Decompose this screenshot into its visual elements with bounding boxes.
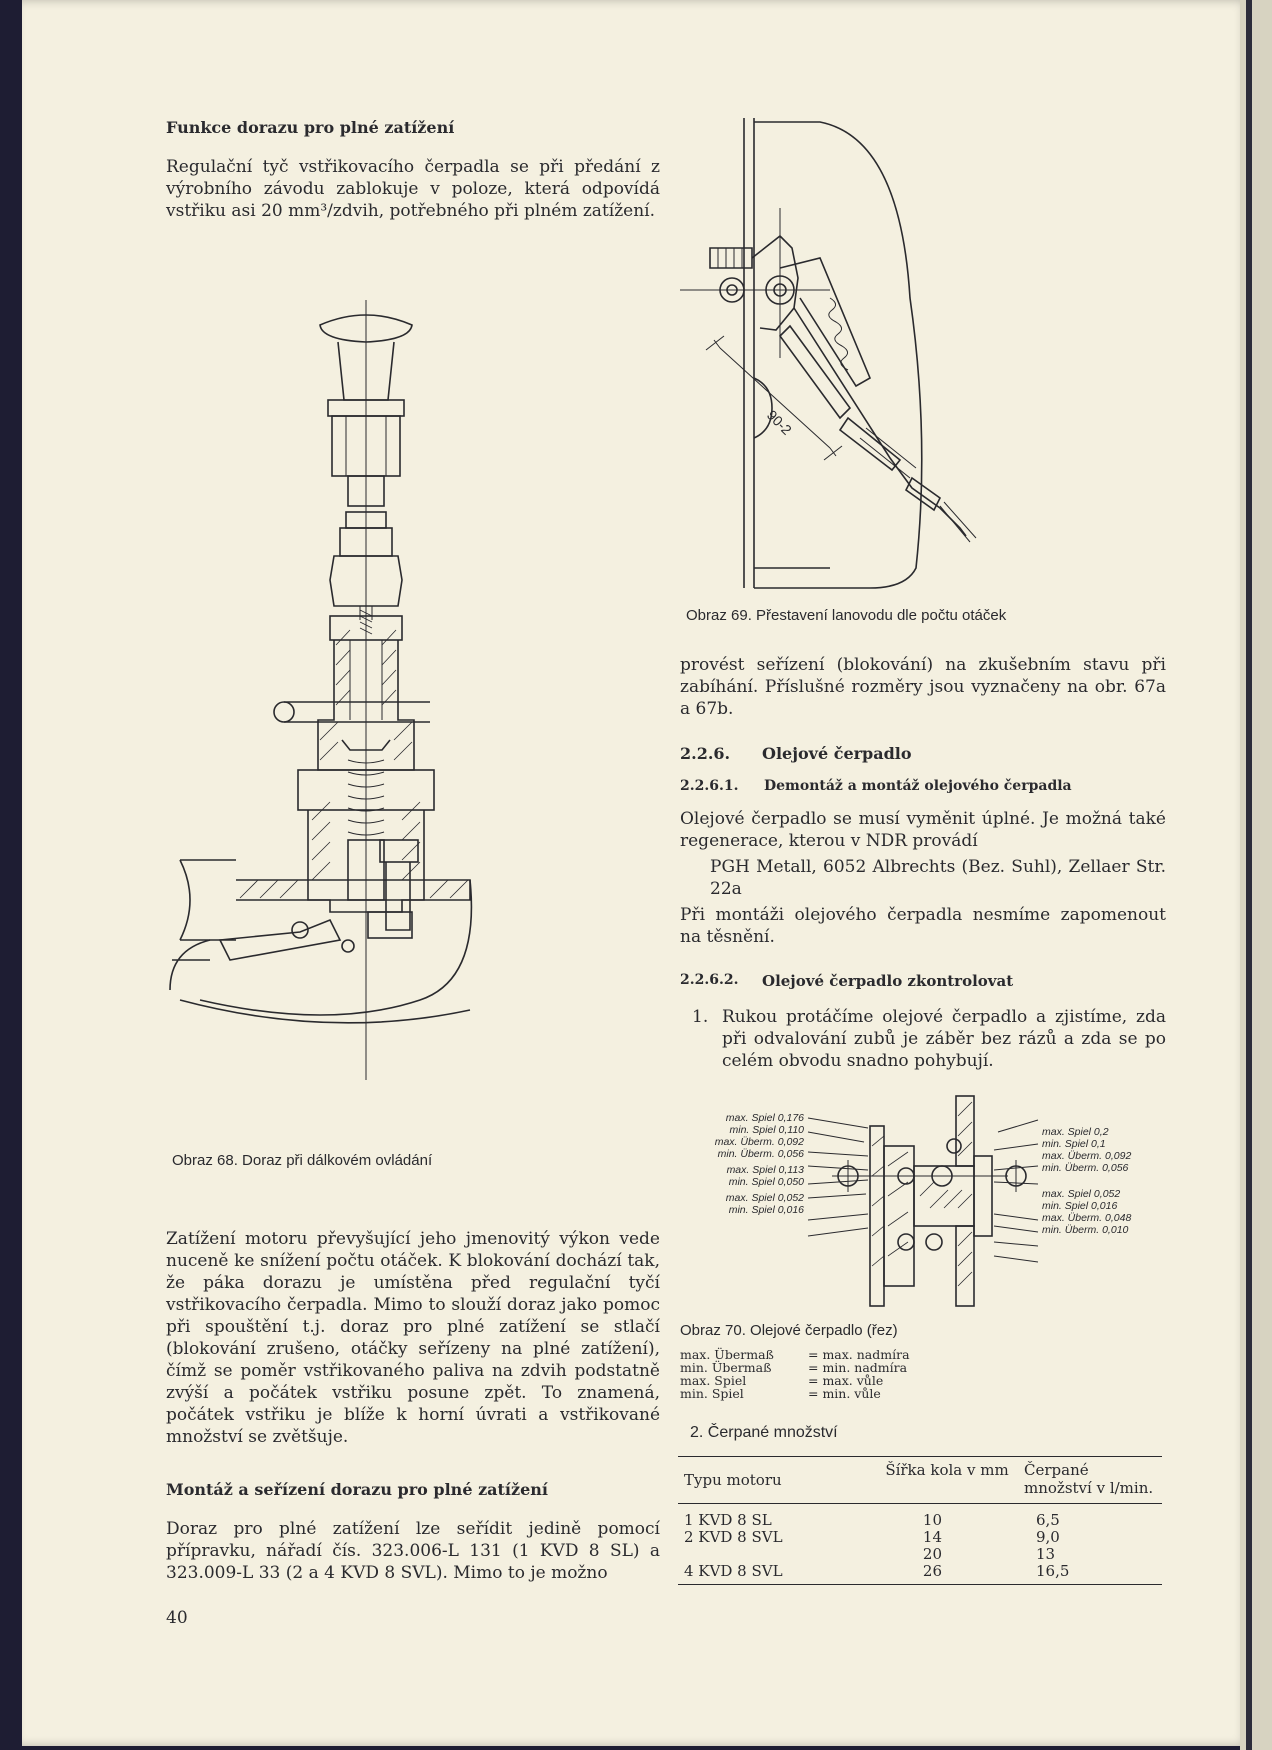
table-row: 2 KVD 8 SVL 14 9,0 bbox=[684, 1528, 1060, 1546]
heading-2-2-6: Olejové čerpadlo bbox=[762, 744, 912, 763]
heading-2-2-6-2: Olejové čerpadlo zkontrolovat bbox=[762, 972, 1014, 990]
figure-70-left-labels: max. Spiel 0,176 min. Spiel 0,110 max. Überm. 0,092 min. Überm. 0,056 max. Spiel 0,113 min. Spiel 0,050 max. Spiel 0,052 min. Spiel 0,016 bbox=[714, 1112, 804, 1216]
paragraph-intro: Regulační tyč vstřikovacího čerpadla se při předání z výrobního závodu zablokuje v poloze, která odpovídá vstřiku asi 20 mm³/zdvih, potřebného při plném zatížení. bbox=[166, 157, 660, 221]
glossary-row: max. Übermaß = max. nadmíra bbox=[680, 1347, 910, 1362]
paragraph-pump-seal: Při montáži olejového čerpadla nesmíme zapomenout na těsnění. bbox=[680, 905, 1166, 947]
paragraph-mounting: Doraz pro plné zatížení lze seřídit jedině pomocí přípravku, nářadí čís. 323.006-L 131 (1 KVD 8 SL) a 323.009-L 33 (2 a 4 KVD 8 SVL). Mimo to je možno bbox=[166, 1519, 660, 1583]
list-item-1: Rukou protáčíme olejové čerpadlo a zjistíme, zda při odvalování zubů je záběr bez rázů a zda se po celém obvodu snadno pohybují. bbox=[722, 1007, 1166, 1071]
glossary-row: min. Spiel = min. vůle bbox=[680, 1386, 881, 1401]
figure-68-drawing bbox=[180, 300, 530, 1130]
heading-2-2-6-2-number: 2.2.6.2. bbox=[680, 972, 739, 988]
figure-69-caption: Obraz 69. Přestavení lanovodu dle počtu otáček bbox=[686, 607, 1007, 624]
heading-2-2-6-number: 2.2.6. bbox=[680, 744, 731, 763]
table-row: 4 KVD 8 SVL 26 16,5 bbox=[684, 1562, 1070, 1580]
figure-70-right-labels: max. Spiel 0,2 min. Spiel 0,1 max. Überm. 0,092 min. Überm. 0,056 max. Spiel 0,052 min. Spiel 0,016 max. Überm. 0,048 min. Überm. 0,010 bbox=[1042, 1126, 1132, 1236]
heading-2-2-6-1-number: 2.2.6.1. bbox=[680, 778, 739, 794]
table-row: 20 13 bbox=[922, 1545, 1056, 1563]
paragraph-continued: provést seřízení (blokování) na zkušebním stavu při zabíhání. Příslušné rozměry jsou vyznačeny na obr. 67a a 67b. bbox=[680, 655, 1166, 719]
address: PGH Metall, 6052 Albrechts (Bez. Suhl), Zellaer Str. 22a bbox=[710, 857, 1166, 899]
heading-full-load-stop-function: Funkce dorazu pro plné zatížení bbox=[166, 118, 455, 137]
page-number: 40 bbox=[166, 1608, 188, 1628]
figure-69-drawing bbox=[680, 118, 1010, 598]
dimension-label: 90-2 bbox=[763, 406, 796, 438]
paragraph-overload: Zatížení motoru převyšující jeho jmenovitý výkon vede nuceně ke snížení počtu otáček. K blokování dochází tak, že páka dorazu je umístěna před regulační tyčí vstřikovacího čerpadla. Mimo to slouží doraz jako pomoc při spouštění t.j. doraz pro plné zatížení se stlačí (blokování zrušeno, otáčky seřízeny na plné zatížení), čímž se poměr vstřikovaného paliva na zdvih podstatně zvýší a počátek vstřiku posune zpět. To znamená, počátek vstřiku je blíže k horní úvrati a vstřikované množství se zvětšuje. bbox=[166, 1229, 660, 1447]
glossary-row: min. Übermaß = min. nadmíra bbox=[680, 1360, 908, 1375]
book-spine-edge bbox=[1240, 0, 1272, 1750]
glossary-row: max. Spiel = max. vůle bbox=[680, 1373, 884, 1388]
paragraph-pump-replace: Olejové čerpadlo se musí vyměnit úplné. Je možná také regenerace, kterou v NDR provádí bbox=[680, 809, 1166, 851]
pump-quantity-table bbox=[678, 1456, 1162, 1585]
heading-mounting-adjustment: Montáž a seřízení dorazu pro plné zatížení bbox=[166, 1480, 548, 1499]
glossary bbox=[680, 1348, 910, 1400]
figure-70-drawing bbox=[808, 1096, 1038, 1316]
table-title: 2. Čerpané množství bbox=[690, 1424, 838, 1441]
heading-2-2-6-1: Demontáž a montáž olejového čerpadla bbox=[764, 778, 1072, 794]
figure-70-caption: Obraz 70. Olejové čerpadlo (řez) bbox=[680, 1322, 898, 1339]
table-row: 1 KVD 8 SL 10 6,5 bbox=[684, 1511, 1060, 1529]
table-header-row: Typu motoru Šířka kola v mm Čerpané množství v l/min. bbox=[684, 1461, 1154, 1497]
list-item-1-number: 1. bbox=[692, 1007, 709, 1027]
figure-68-caption: Obraz 68. Doraz při dálkovém ovládání bbox=[172, 1152, 433, 1169]
